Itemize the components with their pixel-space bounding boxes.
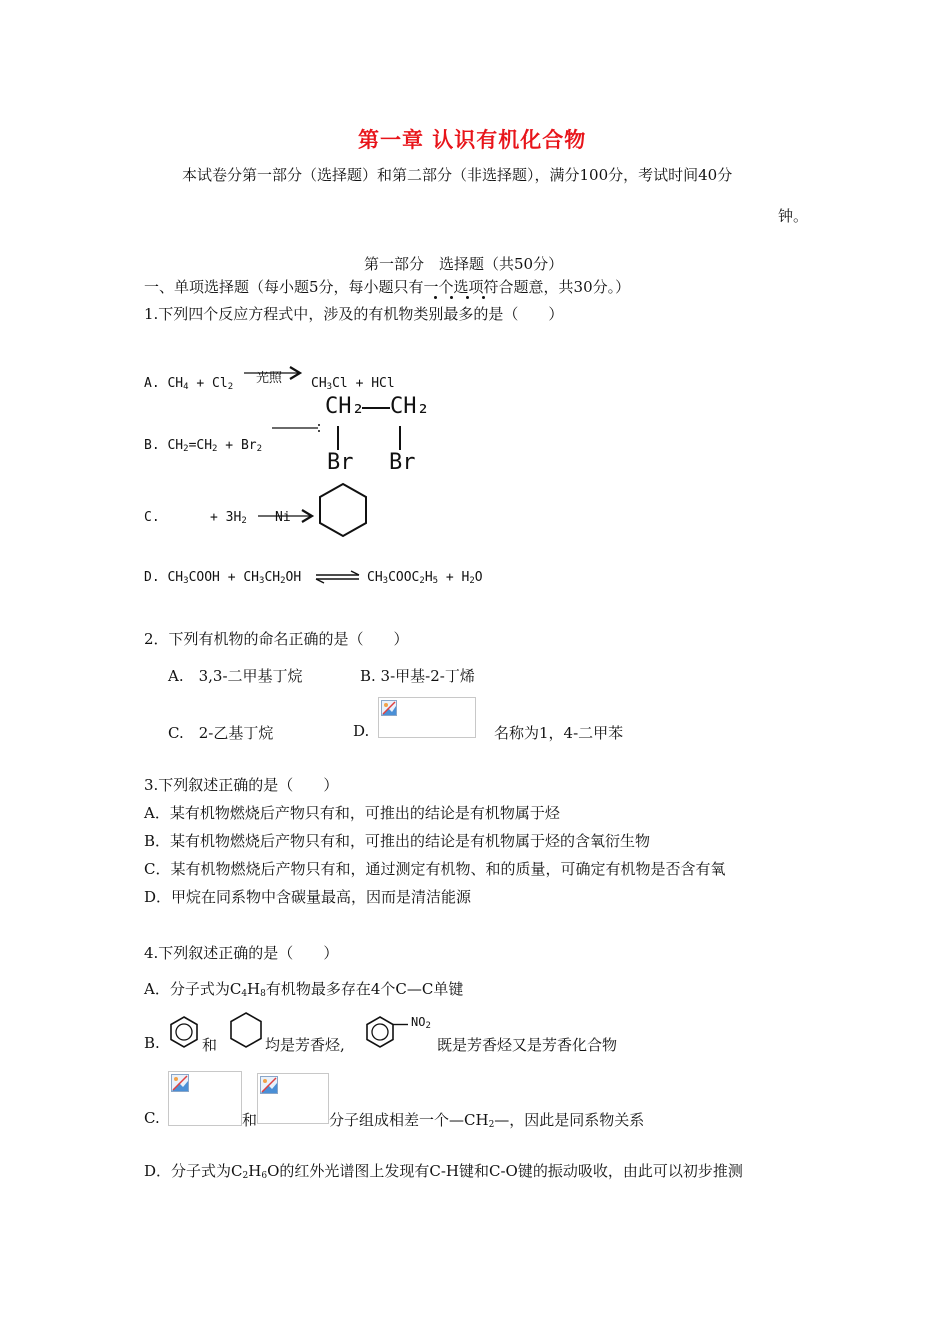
- option-label: A.: [144, 376, 160, 391]
- condition-light: 光照: [256, 371, 283, 386]
- section1-heading: 一、单项选择题（每小题5分，每小题只有一个选项符合题意，共30分。）: [144, 278, 631, 296]
- part1-heading: 第一部分 选择题（共50分）: [364, 255, 564, 273]
- q4-option-b-tail: 既是芳香烃又是芳香化合物: [437, 1036, 618, 1054]
- q2-option-d-label: D.: [353, 722, 370, 740]
- q1-d-products: [367, 570, 483, 586]
- image-placeholder: [257, 1073, 329, 1124]
- q1-c-reactant: [210, 510, 247, 526]
- q4-option-b-label: B.: [144, 1034, 160, 1052]
- q3-stem: 3.下列叙述正确的是（ ）: [144, 776, 339, 794]
- emphasis-dot: [450, 296, 453, 299]
- plus-sign: +: [210, 510, 218, 525]
- reaction-arrow-icon: [258, 508, 316, 524]
- image-placeholder: [378, 697, 476, 738]
- q1-option-a: [144, 376, 233, 392]
- q4-option-c-tail: 分子组成相差一个$—CH_2—$，因此是同系物关系: [329, 1111, 645, 1130]
- q2-stem: 2．下列有机物的命名正确的是（ ）: [144, 630, 409, 648]
- broken-image-icon: [171, 1074, 189, 1092]
- intro-line-1: 本试卷分第一部分（选择题）和第二部分（非选择题），满分100分，考试时间40分: [182, 166, 733, 184]
- q1-option-b: [144, 438, 262, 454]
- product-ch2-left: CH₂: [325, 394, 365, 419]
- cyclohexane-icon: [316, 482, 370, 538]
- q3-option-c: C．某有机物燃烧后产物只有和，通过测定有机物、和的质量，可确定有机物是否含有氧: [144, 860, 726, 878]
- intro-line-2: 钟。: [778, 207, 809, 225]
- formula-3h2: $3H_2$: [225, 510, 247, 526]
- q3-option-a: A．某有机物燃烧后产物只有和，可推出的结论是有机物属于烃: [144, 804, 560, 822]
- formula-ethyl-acetate: $CH_3COOC_2H_5$: [367, 570, 439, 586]
- bond-line: [398, 426, 402, 450]
- emphasis-dot: [482, 296, 485, 299]
- q3-option-b: B．某有机物燃烧后产物只有和，可推出的结论是有机物属于烃的含氧衍生物: [144, 832, 651, 850]
- bond-line: [362, 406, 390, 410]
- q1-option-d: [144, 570, 301, 586]
- q2-option-b: B. 3-甲基-2-丁烯: [360, 667, 475, 685]
- q3-option-d: D．甲烷在同系物中含碳量最高，因而是清洁能源: [144, 888, 472, 906]
- product-br-right: Br: [389, 450, 416, 475]
- product-br-left: Br: [327, 450, 354, 475]
- nitrobenzene-icon: [364, 1015, 412, 1049]
- plus-sign: +: [445, 570, 454, 585]
- product-ch2-right: CH₂: [390, 394, 430, 419]
- formula-ethanol: $CH_3CH_2OH$: [243, 570, 302, 586]
- q4-option-b-mid: 均是芳香烃,: [265, 1036, 345, 1054]
- formula-hcl: HCl: [371, 376, 395, 391]
- formula-acetic-acid: $CH_3COOH$: [167, 570, 220, 586]
- broken-image-icon: [381, 700, 397, 716]
- option-label: B.: [144, 438, 160, 453]
- q4-option-d: D．分子式为$C_2H_6O$的红外光谱图上发现有C-H键和C-O键的振动吸收，由此可以初步推测: [144, 1162, 743, 1181]
- plus-sign: +: [225, 438, 234, 453]
- nitro-group-label: $NO_2$: [411, 1015, 431, 1031]
- formula-ch3cl: $CH_3Cl$: [311, 376, 348, 392]
- broken-image-icon: [260, 1076, 278, 1094]
- plus-sign: +: [355, 376, 364, 391]
- bond-line: [336, 426, 340, 450]
- q4-option-c-and: 和: [242, 1111, 258, 1129]
- q4-option-a: A．分子式为$C_4H_8$有机物最多存在4个C—C单键: [144, 980, 464, 999]
- condition-ni: Ni: [275, 510, 291, 525]
- formula-ethene: $CH_2=CH_2$: [167, 438, 218, 454]
- q1-stem: 1.下列四个反应方程式中，涉及的有机物类别最多的是（ ）: [144, 305, 564, 323]
- q1-a-products: [311, 376, 395, 392]
- q4-stem: 4.下列叙述正确的是（ ）: [144, 944, 339, 962]
- reaction-arrow-icon: [244, 366, 304, 380]
- reaction-arrow-icon: [272, 421, 324, 441]
- q1-option-c: C.: [144, 510, 160, 525]
- option-label: D.: [144, 570, 160, 585]
- q2-option-d-text: 名称为1，4-二甲苯: [494, 724, 624, 742]
- formula-water: $H_2O$: [461, 570, 483, 586]
- formula-cl2: $Cl_2$: [212, 376, 234, 392]
- plus-sign: +: [227, 570, 236, 585]
- plus-sign: +: [196, 376, 205, 391]
- formula-ch4: $CH_4$: [167, 376, 189, 392]
- q2-option-a: A. 3,3-二甲基丁烷: [168, 667, 303, 685]
- formula-br2: $Br_2$: [240, 438, 263, 454]
- q4-option-c-label: C.: [144, 1109, 160, 1127]
- image-placeholder: [168, 1071, 242, 1126]
- q4-option-b-and: 和: [202, 1036, 218, 1054]
- equilibrium-arrow-icon: [315, 570, 361, 584]
- emphasis-dot: [434, 296, 437, 299]
- cyclohexane-icon: [228, 1011, 264, 1049]
- page-title: 第一章 认识有机化合物: [358, 128, 587, 152]
- emphasis-dot: [466, 296, 469, 299]
- benzene-icon: [168, 1015, 200, 1049]
- q2-option-c: C. 2-乙基丁烷: [168, 724, 274, 742]
